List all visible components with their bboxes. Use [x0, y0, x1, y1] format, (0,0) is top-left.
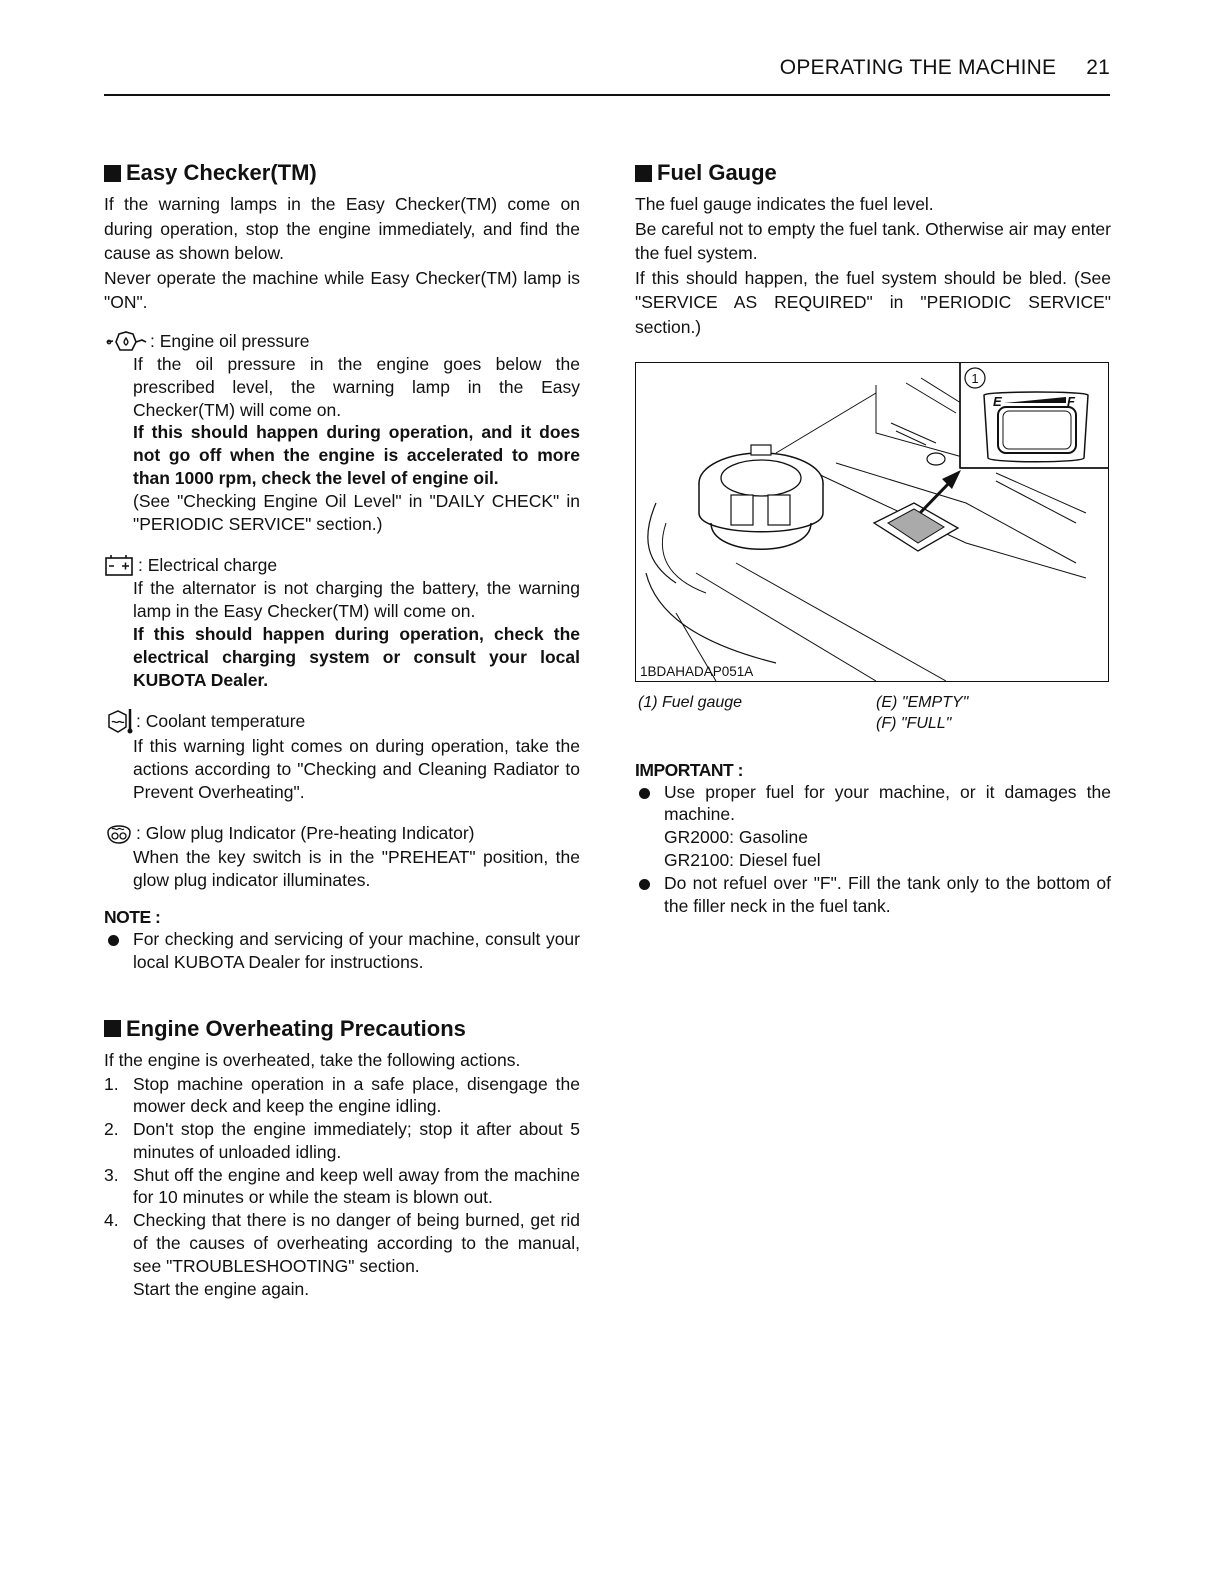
fuel-gauge-p1: The fuel gauge indicates the fuel level. [635, 194, 934, 214]
section-square-icon [635, 165, 652, 182]
oil-pressure-label: : Engine oil pressure [150, 330, 310, 351]
list-item [104, 1164, 580, 1210]
fuel-gauge-p2: Be careful not to empty the fuel tank. Otherwise air may enter the fuel system. [635, 218, 1111, 264]
caption-full: (F) "FULL" [876, 714, 952, 732]
figure-code: 1BDAHADAP051A [640, 663, 754, 679]
battery-icon [104, 553, 136, 577]
oil-pressure-text: If the oil pressure in the engine goes below the prescribed level, the warning lamp in the Easy Checker(TM) will come on. [133, 353, 580, 420]
overheating-title: Engine Overheating Precautions [126, 1015, 466, 1041]
step-number: 2. [104, 1119, 119, 1140]
note-bullet [104, 928, 580, 974]
overheating-steps [104, 1073, 580, 1301]
glow-plug-item [104, 820, 580, 846]
oil-pressure-item [104, 329, 580, 353]
caption-fuel-gauge: (1) Fuel gauge [638, 693, 743, 711]
step-number: 1. [104, 1073, 119, 1094]
important-text [664, 781, 1111, 872]
bullet-dot-icon [104, 928, 133, 974]
bullet-dot-icon [635, 872, 664, 918]
step-text [133, 1209, 580, 1300]
oil-pressure-ref: (See "Checking Engine Oil Level" in "DAILY CHECK" in "PERIODIC SERVICE" section.) [133, 490, 580, 534]
glow-plug-icon [104, 820, 134, 846]
list-item [104, 1118, 580, 1164]
page-header [104, 56, 1110, 96]
important-text: Do not refuel over "F". Fill the tank only to the bottom of the filler neck in the fuel tank. [664, 872, 1111, 916]
step-text: Don't stop the engine immediately; stop it after about 5 minutes of unloaded idling. [133, 1119, 580, 1162]
gauge-full-label: F [1067, 393, 1075, 409]
step-text: Shut off the engine and keep well away from the machine for 10 minutes or while the steam is blown out. [133, 1164, 580, 1208]
step-text-extra: Start the engine again. [133, 1278, 310, 1299]
caption-empty: (E) "EMPTY" [876, 693, 969, 711]
easy-checker-title: Easy Checker(TM) [126, 160, 317, 185]
header-title: OPERATING THE MACHINE [779, 56, 1057, 79]
glow-plug-text: When the key switch is in the "PREHEAT" position, the glow plug indicator illuminates. [133, 846, 580, 890]
step-text-main: Checking that there is no danger of being burned, get rid of the causes of overheating according to the manual, see "TROUBLESHOOTING" section. [133, 1210, 580, 1276]
thermometer-icon [104, 707, 134, 735]
gauge-empty-label: E [993, 393, 1002, 409]
fuel-gauge-heading [635, 160, 1111, 186]
note-text: For checking and servicing of your machine, consult your local KUBOTA Dealer for instructions. [133, 929, 580, 973]
callout-number: 1 [971, 370, 979, 386]
fuel-gauge-title: Fuel Gauge [657, 160, 777, 185]
electrical-charge-warning: If this should happen during operation, check the electrical charging system or consult your local KUBOTA Dealer. [133, 623, 580, 690]
easy-checker-intro2: Never operate the machine while Easy Checker(TM) lamp is "ON". [104, 267, 580, 313]
fuel-tank-illustration [636, 363, 1108, 681]
electrical-charge-item [104, 553, 580, 577]
section-square-icon [104, 1020, 121, 1037]
fuel-gauge-p3: If this should happen, the fuel system should be bled. (See "SERVICE AS REQUIRED" in "PERIODIC SERVICE" section.) [635, 267, 1111, 337]
right-column [635, 160, 1111, 917]
bullet-dot-icon [635, 781, 664, 872]
important-bullet [635, 781, 1111, 872]
coolant-temperature-item [104, 707, 580, 735]
easy-checker-intro1: If the warning lamps in the Easy Checker(TM) come on during operation, stop the engine immediately, and find the cause as shown below. [104, 194, 580, 264]
fuel-gauge-figure [635, 362, 1109, 682]
left-column [104, 160, 580, 1300]
electrical-charge-text: If the alternator is not charging the battery, the warning lamp in the Easy Checker(TM) will come on. [133, 578, 580, 622]
overheating-intro: If the engine is overheated, take the following actions. [104, 1049, 521, 1070]
important-label: IMPORTANT : [635, 759, 743, 780]
easy-checker-heading [104, 160, 580, 186]
glow-plug-label: : Glow plug Indicator (Pre-heating Indicator) [136, 822, 475, 843]
important-bullet [635, 872, 1111, 918]
coolant-temperature-label: : Coolant temperature [136, 711, 306, 732]
section-square-icon [104, 165, 121, 182]
oil-can-icon [104, 329, 148, 353]
electrical-charge-label: : Electrical charge [138, 555, 278, 576]
fuel-type-gr2100: GR2100: Diesel fuel [664, 849, 821, 870]
page-number: 21 [1086, 56, 1110, 79]
caption-ef [876, 692, 968, 734]
important-text-main: Use proper fuel for your machine, or it damages the machine. [664, 781, 1111, 825]
overheating-heading [104, 1016, 580, 1042]
step-number: 3. [104, 1164, 119, 1185]
figure-captions [635, 692, 1111, 734]
list-item [104, 1209, 580, 1300]
fuel-type-gr2000: GR2000: Gasoline [664, 827, 808, 848]
step-number: 4. [104, 1210, 119, 1231]
step-text: Stop machine operation in a safe place, disengage the mower deck and keep the engine idling. [133, 1073, 580, 1117]
note-label: NOTE : [104, 907, 161, 928]
coolant-temperature-text: If this warning light comes on during operation, take the actions according to "Checking and Cleaning Radiator to Prevent Overheating". [133, 736, 580, 802]
oil-pressure-warning: If this should happen during operation, and it does not go off when the engine is accelerated to more than 1000 rpm, check the level of engine oil. [133, 422, 580, 488]
list-item [104, 1073, 580, 1119]
